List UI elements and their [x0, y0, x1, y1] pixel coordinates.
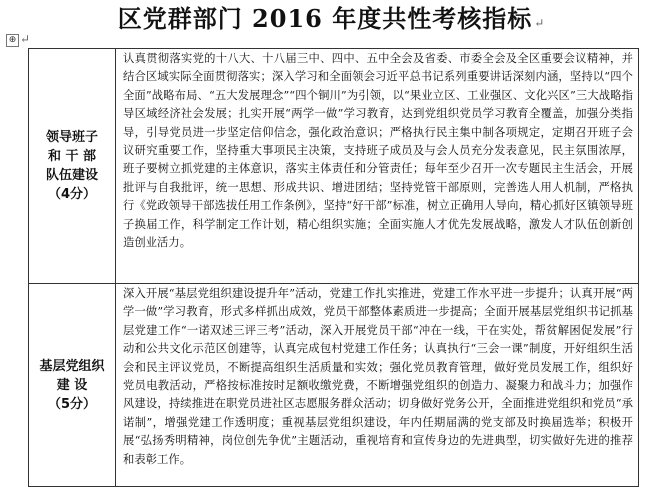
paragraph-mark-icon: ↵ [534, 16, 546, 30]
table-move-handle-icon[interactable]: ⊕ [6, 34, 19, 47]
assessment-table [28, 48, 639, 487]
category-cell[interactable] [29, 49, 116, 284]
table-row [29, 284, 639, 487]
indicator-content-cell[interactable] [116, 284, 639, 487]
category-name-line: 建 设 [56, 377, 88, 393]
category-score: （4分） [47, 187, 97, 202]
indicator-content-cell[interactable] [116, 49, 639, 284]
category-name-line: 基层党组织 [39, 358, 105, 374]
category-name-line: 和 干 部 [47, 149, 97, 164]
category-cell[interactable] [29, 284, 116, 487]
paragraph-mark-icon: ↵ [20, 32, 31, 46]
indicator-content-text: 认真贯彻落实党的十八大、十八届三中、四中、五中全会及省委、市委全会及全区重要会议精神，并结合区域实际全面贯彻落实；深入学习和全面领会习近平总书记系列重要讲话深刻内涵，坚持以“四个全面”战略布局、“五大发展理念”“四个铜川”为引领，以“果业立区、工业强区、文化兴区”三大战略指导区域经济社会发展；扎实开展“两学一做”学习教育，达到党组织党员学习教育全覆盖，加强分类指导，引导党员进一步坚定信仰信念，强化政治意识；严格执行民主集中制各项规定，定期召开班子会议研究重要工作，坚持重大事项民主决策，支持班子成员及与会人员充分发表意见，民主氛围浓厚，班子要树立抓党建的主体意识，落实主体责任和分管责任；每年至少召开一次专题民主生活会，开展批评与自我批评，统一思想、形成共识、增进团结；坚持党管干部原则，完善选人用人机制，严格执行《党政领导干部选拔任用工作条例》，坚持“好干部”标准，树立正确用人导向，精心抓好区镇领导班子换届工作，科学制定工作计划，精心组织实施；全面实施人才优先发展战略，激发人才队伍创新创造创业活力。 [123, 52, 633, 250]
indicator-content-text: 深入开展“基层党组织建设提升年”活动，党建工作扎实推进，党建工作水平进一步提升；认真开展“两学一做”学习教育，形式多样抓出成效，党员干部整体素质进一步提高；全面开展基层党组织书记抓基层党建工作“一诺双述三评三考”活动，深入开展党员干部“冲在一线，干在实处，帮贫解困促发展”行动和公共文化示范区创建等，认真完成包村党建工作任务；认真执行“三会一课”制度，开好组织生活会和民主评议党员，不断提高组织生活质量和实效；强化党员教育管理，做好党员发展工作，组织好党员电教活动，严格按标准按时足额收缴党费，不断增强党组织的创造力、凝聚力和战斗力；加强作风建设，持续推进在职党员进社区志愿服务群众活动；切身做好党务公开，全面推进党组织和党员“承诺制”，增强党建工作透明度；重视基层党组织建设，年内任期届满的党支部及时换届选举；积极开展“弘扬秀明精神，岗位创先争优”主题活动，重视培育和宣传身边的先进典型，切实做好先进的推荐和表彰工作。 [123, 287, 633, 466]
table-row [29, 49, 639, 284]
document-title [0, 2, 663, 40]
category-score: （5分） [47, 396, 97, 412]
document-title-text: 区党群部门 2016 年度共性考核指标 [117, 4, 533, 33]
category-name-line: 领导班子 [45, 130, 98, 145]
category-name-line: 队伍建设 [45, 168, 98, 183]
